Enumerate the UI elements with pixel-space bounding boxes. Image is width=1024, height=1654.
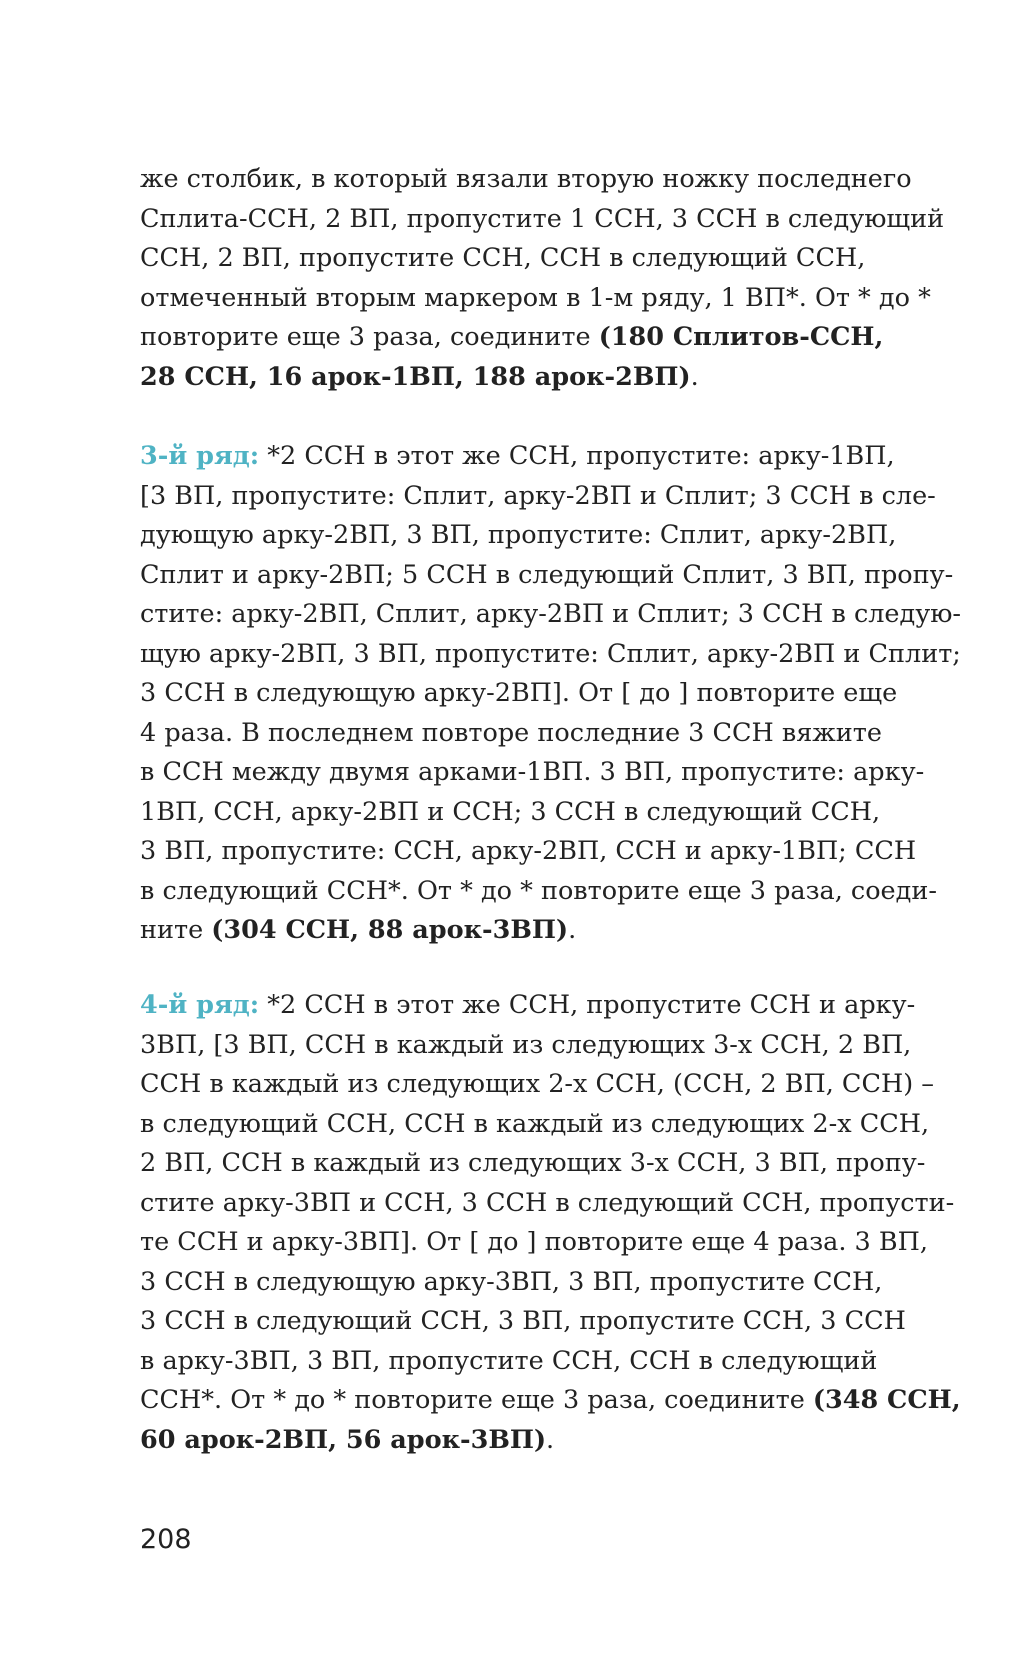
text-line: отмеченный вторым маркером в 1-м ряду, 1 ВП*. От * до * <box>140 282 931 313</box>
text-line: же столбик, в который вязали вторую ножку последнего <box>140 164 912 194</box>
text-line: 3 ССН в следующую арку-3ВП, 3 ВП, пропустите ССН, <box>140 1266 883 1297</box>
text-line: 4 раза. В последнем повторе последние 3 ССН вяжите <box>140 717 882 748</box>
text-line: в ССН между двумя арками-1ВП. 3 ВП, пропустите: арку- <box>140 757 925 787</box>
text-segment: ССН*. От * до * повторите еще 3 раза, соедините <box>140 1385 813 1415</box>
row-label: 3-й ряд: <box>140 441 260 471</box>
page-number: 208 <box>140 1524 192 1555</box>
text-segment: ните <box>140 915 212 945</box>
text-line: дующую арку-2ВП, 3 ВП, пропустите: Сплит, арку-2ВП, <box>140 520 897 550</box>
text-line: [3 ВП, пропустите: Сплит, арку-2ВП и Сплит; 3 ССН в сле- <box>140 480 936 511</box>
text-line: Сплита-ССН, 2 ВП, пропустите 1 ССН, 3 ССН в следующий <box>140 203 945 234</box>
text-line <box>140 437 920 477</box>
text-segment: *2 ССН в этот же ССН, пропустите ССН и арку- <box>259 990 916 1020</box>
text-line: 3 ВП, пропустите: ССН, арку-2ВП, ССН и арку-1ВП; ССН <box>140 836 917 866</box>
text-line: те ССН и арку-3ВП]. От [ до ] повторите еще 4 раза. 3 ВП, <box>140 1227 928 1257</box>
paragraph-row-4 <box>140 986 961 1460</box>
text-line <box>140 358 920 398</box>
text-line: стите: арку-2ВП, Сплит, арку-2ВП и Сплит; 3 ССН в следую- <box>140 599 962 629</box>
text-segment: *2 ССН в этот же ССН, пропустите: арку-1ВП, <box>259 441 895 471</box>
text-line: стите арку-3ВП и ССН, 3 ССН в следующий ССН, пропусти- <box>140 1187 955 1218</box>
text-line: в следующий ССН*. От * до * повторите еще 3 раза, соеди- <box>140 875 937 906</box>
stitch-count-bold: (180 Сплитов-ССН, <box>598 322 884 352</box>
row-label: 4-й ряд: <box>140 990 260 1020</box>
text-line <box>140 318 920 358</box>
text-line: в следующий ССН, ССН в каждый из следующих 2-х ССН, <box>140 1108 930 1139</box>
text-line: ССН, 2 ВП, пропустите ССН, ССН в следующий ССН, <box>140 243 866 273</box>
stitch-count-bold: (348 ССН, <box>812 1385 961 1415</box>
text-line: 1ВП, ССН, арку-2ВП и ССН; 3 ССН в следующий ССН, <box>140 796 881 827</box>
text-line: 3 ССН в следующий ССН, 3 ВП, пропустите ССН, 3 ССН <box>140 1306 906 1336</box>
text-line <box>140 986 920 1026</box>
text-segment: . <box>546 1424 555 1455</box>
text-line: 3ВП, [3 ВП, ССН в каждый из следующих 3-х ССН, 2 ВП, <box>140 1029 912 1060</box>
paragraph-continuation <box>140 160 945 397</box>
text-segment: . <box>568 915 577 945</box>
text-segment: . <box>690 361 699 392</box>
text-line: 3 ССН в следующую арку-2ВП]. От [ до ] повторите еще <box>140 678 898 708</box>
text-line <box>140 1381 961 1421</box>
text-line: щую арку-2ВП, 3 ВП, пропустите: Сплит, арку-2ВП и Сплит; <box>140 638 961 669</box>
text-segment: повторите еще 3 раза, соедините <box>140 322 599 352</box>
paragraph-row-3 <box>140 437 962 951</box>
text-line: Сплит и арку-2ВП; 5 ССН в следующий Сплит, 3 ВП, пропу- <box>140 559 954 590</box>
text-line <box>140 1421 920 1461</box>
text-line: ССН в каждый из следующих 2-х ССН, (ССН, 2 ВП, ССН) – <box>140 1069 934 1099</box>
stitch-count-bold: (304 ССН, 88 арок-3ВП) <box>211 915 569 945</box>
text-line: в арку-3ВП, 3 ВП, пропустите ССН, ССН в следующий <box>140 1345 878 1376</box>
text-line <box>140 911 920 951</box>
stitch-count-bold: 28 ССН, 16 арок-1ВП, 188 арок-2ВП) <box>140 361 691 392</box>
stitch-count-bold: 60 арок-2ВП, 56 арок-3ВП) <box>140 1424 547 1455</box>
text-line: 2 ВП, ССН в каждый из следующих 3-х ССН, 3 ВП, пропу- <box>140 1148 926 1178</box>
